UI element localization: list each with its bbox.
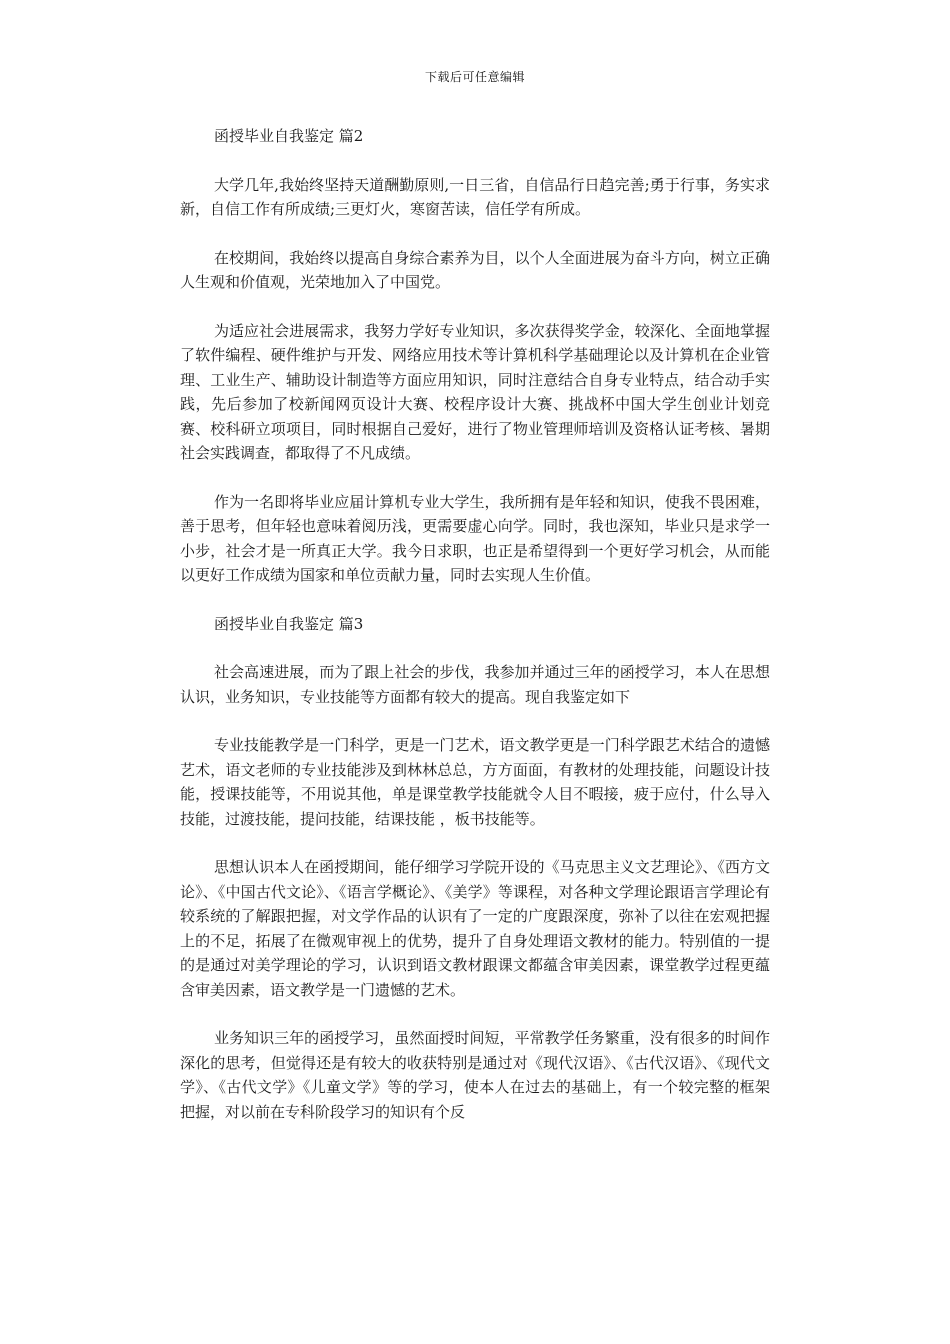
paragraph: 作为一名即将毕业应届计算机专业大学生，我所拥有是年轻和知识，使我不畏困难，善于思考，但年轻也意味着阅历浅，更需要虚心向学。同时，我也深知，毕业只是求学一小步，社会才是一所真正大学。我今日求职，也正是希望得到一个更好学习机会，从而能以更好工作成绩为国家和单位贡献力量，同时去实现人生价值。 [180,492,770,584]
paragraph: 业务知识三年的函授学习，虽然面授时间短，平常教学任务繁重，没有很多的时间作深化的思考，但觉得还是有较大的收获特别是通过对《现代汉语》、《古代汉语》、《现代文学》、《古代文学》《儿童文学》等的学习，使本人在过去的基础上，有一个较完整的框架把握，对以前在专科阶段学习的知识有个反 [180,1029,770,1121]
paragraph: 为适应社会进展需求，我努力学好专业知识，多次获得奖学金，较深化、全面地掌握了软件编程、硬件维护与开发、网络应用技术等计算机科学基础理论以及计算机在企业管理、工业生产、辅助设计制造等方面应用知识，同时注意结合自身专业特点，结合动手实践，先后参加了校新闻网页设计大赛、校程序设计大赛、挑战杯中国大学生创业计划竞赛、校科研立项项目，同时根据自己爱好，进行了物业管理师培训及资格认证考核、暑期社会实践调查，都取得了不凡成绩。 [180,321,770,462]
paragraph: 大学几年,我始终坚持天道酬勤原则,一日三省，自信品行日趋完善;勇于行事，务实求新，自信工作有所成绩;三更灯火，寒窗苦读，信任学有所成。 [180,175,770,218]
paragraph: 社会高速进展，而为了跟上社会的步伐，我参加并通过三年的函授学习，本人在思想认识，业务知识，专业技能等方面都有较大的提高。现自我鉴定如下 [180,663,770,706]
page-header: 下载后可任意编辑 [424,70,525,84]
section-heading-2: 函授毕业自我鉴定 篇2 [214,127,364,145]
paragraph: 在校期间，我始终以提高自身综合素养为目，以个人全面进展为奋斗方向，树立正确人生观和价值观，光荣地加入了中国党。 [180,248,770,291]
section-heading-3: 函授毕业自我鉴定 篇3 [214,614,364,633]
paragraph: 思想认识本人在函授期间，能仔细学习学院开设的《马克思主义文艺理论》、《西方文论》、《中国古代文论》、《语言学概论》、《美学》等课程，对各种文学理论跟语言学理论有较系统的了解跟把握，对文学作品的认识有了一定的广度跟深度，弥补了以往在宏观把握上的不足，拓展了在微观审视上的优势，提升了自身处理语文教材的能力。特别值的一提的是通过对美学理论的学习，认识到语文教材跟课文都蕴含审美因素，课堂教学过程更蕴含审美因素，语文教学是一门遗憾的艺术。 [180,858,770,999]
document-body [180,124,770,1148]
paragraph: 专业技能教学是一门科学，更是一门艺术，语文教学更是一门科学跟艺术结合的遗憾艺术，语文老师的专业技能涉及到林林总总，方方面面，有教材的处理技能，问题设计技能，授课技能等，不用说其他，单是课堂教学技能就令人目不暇接，疲于应付，什么导入技能，过渡技能，提问技能，结课技能 ，板书技能等。 [180,736,770,828]
